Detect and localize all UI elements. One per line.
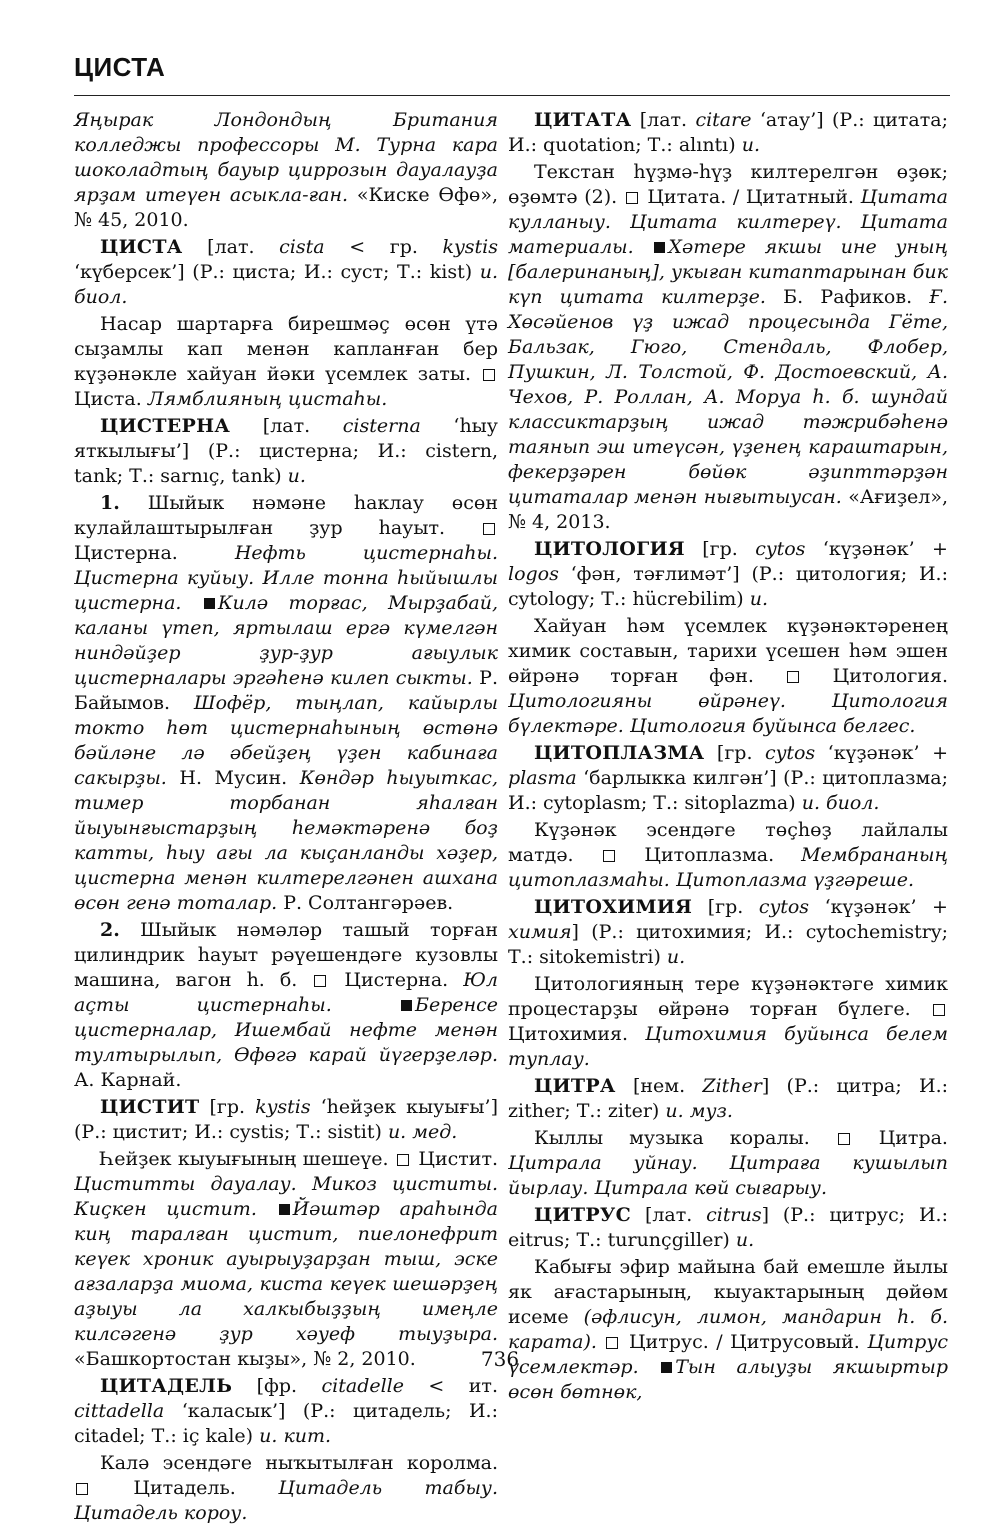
open-square-icon <box>626 192 638 204</box>
entry-cista-definition: Насар шартарға бирешмәç өсөн үтә сыҙамлы кап менән капланған бер күҙәнәкле хайуан йәки үсемлек заты. Циста. Лямблияның цистаһы. <box>74 313 498 410</box>
entry-cista-head: ЦИСТА [лат. cista < гр. kystis ‘күберсек’] (Р.: циста; И.: cyст; Т.: kist) и. биол. <box>74 236 498 308</box>
entry-citologia-definition: Хайуан һәм үсемлек күҙәнәктәренең химик составын, тарихи үсешен һәм эшен өйрәнә торған фән. Цитология. Цитологияны өйрәнеү. Цитология бүлектәре. Цитология буйынса белгес. <box>508 615 948 737</box>
open-square-icon <box>76 1483 88 1495</box>
entry-citohimia-head: ЦИТОХИМИЯ [гр. cytos ‘күҙәнәк’ + химия] (Р.: цитохимия; И.: cytochemistry; Т.: sitokemistri) и. <box>508 896 948 968</box>
open-square-icon <box>603 850 615 862</box>
filled-square-icon <box>204 598 215 609</box>
right-column <box>508 108 948 1407</box>
entry-citata-head: ЦИТАТА [лат. citare ‘атау’] (Р.: цитата; И.: quotation; Т.: alıntı) и. <box>508 109 948 156</box>
entry-cistit-head: ЦИСТИТ [гр. kystis ‘һейҙек кыуығы’] (Р.: цистит; И.: cystis; Т.: sistit) и. мед. <box>74 1096 498 1143</box>
citation-continued: Яңырак Лондондың Британия колледжы профессоры М. Турна кара шоколадтың бауыр циррозын дауалауҙа ярҙам итеүен асыкла-ған. «Киске Өфө», № 45, 2010. <box>74 109 498 231</box>
entry-citrus-definition: Кабығы эфир майына бай емешле йылы як ағастарының, кыуактарының дөйөм исеме (әфлисун, лимон, мандарин һ. б. карата). Цитрус. / Цитрусовый. Цитрус үсемлектәр. Тын алыуҙы якшыртыр өсөн бөтнөк, <box>508 1256 949 1403</box>
open-square-icon <box>933 1004 945 1016</box>
entry-citata-definition: Текстан һүҙмә-һүҙ килтерелгән өҙөк; өҙөмтә (2). Цитата. / Цитатный. Цитата кулланыу. Цитата килтереү. Цитата материалы. Хәтере якшы ине уның [балеринаның], укыған китаптарынан бик күп цитата килтерҙе. Б. Рафиков. Ғ. Хөсәйенов үҙ ижад процесында Гёте, Бальзак, Гюго, Стендаль, Флобер, Пушкин, Л. Толстой, Ф. Достоевский, А. Чехов, Р. Роллан, А. Моруа һ. б. шундай классиктарҙың ижад тәжрибәһенә таянып эш итеүсән, үҙенең караштарын, фекерҙәрен бөйөк әҙипттәрҙән цитаталар менән нығытыусан. «Ағиҙел», № 4, 2013. <box>508 161 949 533</box>
entry-citoplazma-definition: Күҙәнәк эсендәге төçһөҙ лайлалы матдә. Цитоплазма. Мембрананың цитоплазмаһы. Цитоплазма үҙгәреше. <box>508 819 948 891</box>
open-square-icon <box>483 523 495 535</box>
entry-cisterna-sense-2: 2. Шыйык нәмәләр ташый торған цилиндрик һауыт рәүешендәге кузовлы машина, вагон һ. б. Цистерна. Юл аҫты цистернаһы. Беренсе цистерналар, Ишембай нефте менән тултырылып, Өфөгә карай йүгерҙеләр. А. Карнай. <box>74 919 498 1091</box>
page-number: 736 <box>480 1347 520 1371</box>
open-square-icon <box>397 1154 409 1166</box>
filled-square-icon <box>401 1000 412 1011</box>
filled-square-icon <box>279 1204 290 1215</box>
entry-citra-head: ЦИТРА [нем. Zither] (Р.: цитра; И.: zither; Т.: ziter) и. муз. <box>508 1075 949 1122</box>
entry-cisterna-sense-1: 1. Шыйык нәмәне һаклау өсөн кулайлаштырылған ҙур һауыт. Цистерна. Нефть цистернаһы. Цистерна куйыу. Илле тонна һыйышлы цистерна. Килә торғас, Мырҙабай, каланы үтеп, яртылаш ергә күмелгән ниндәйҙер ҙур-ҙур ағыулык цистерналары эргәһенә килеп сыкты. Р. Байымов. Шофёр, тыңлап, кайырлы токто һөт цистернаһының өстөнә бәйләне лә әбейҙең үҙен кабинаға сакырҙы. Н. Мусин. Көндәр һыуыткас, тимер торбанан яһалған йыуынғыстарҙың һемәктәренә боҙ катты, һыу ағы ла кыҫанланды хәҙер, цистерна менән килтерелгәнен ашхана өсөн генә тоталар. Р. Солтангәрәев. <box>74 492 499 914</box>
entry-citrus-head: ЦИТРУС [лат. citrus] (Р.: цитрус; И.: eitrus; Т.: turunçgiller) и. <box>508 1204 948 1251</box>
open-square-icon <box>838 1133 850 1145</box>
entry-citohimia-definition: Цитологияның тере күҙәнәктәге химик процестарҙы өйрәнә торған бүлеге. Цитохимия. Цитохимия буйынса белем туплау. <box>508 973 948 1070</box>
entry-citologia-head: ЦИТОЛОГИЯ [гр. cytos ‘күҙәнәк’ + logos ‘фән, тәғлимәт’] (Р.: цитология; И.: cytology; Т.: hücrebilim) и. <box>508 538 948 610</box>
open-square-icon <box>787 671 799 683</box>
filled-square-icon <box>654 242 665 253</box>
open-square-icon <box>314 975 326 987</box>
running-header: ЦИСТА <box>74 52 166 82</box>
open-square-icon <box>483 369 495 381</box>
entry-citra-definition: Кыллы музыка коралы. Цитра. Цитрала уйнау. Цитраға кушылып йырлау. Цитрала көй сығарыу. <box>508 1127 948 1199</box>
entry-cistit-definition: Һейҙек кыуығының шешеүе. Цистит. Циститты дауалау. Микоз циститы. Киҫкен цистит. Йәштәр араһында киң таралған цистит, пиелонефрит кеүек хроник ауырыуҙарҙан тыш, эске ағзаларҙа миома, киста кеүек шешәрҙең аҙыуы ла халкыбыҙҙың имеңле килсәгенә ҙур хәуеф тыуҙыра. «Башкортостан кыҙы», № 2, 2010. <box>74 1148 499 1370</box>
entry-citoplazma-head: ЦИТОПЛАЗМА [гр. cytos ‘күҙәнәк’ + plasma ‘барлыкка килгән’] (Р.: цитоплазма; И.: cytoplasm; Т.: sitoplazma) и. биол. <box>508 742 948 814</box>
entry-cisterna-head: ЦИСТЕРНА [лат. cisterna ‘һыу яткылығы’] (Р.: цистерна; И.: cistern, tank; Т.: sarnıç, tank) и. <box>74 415 498 487</box>
left-column <box>74 108 498 1528</box>
header-rule <box>74 95 950 96</box>
entry-citadel-head: ЦИТАДЕЛЬ [фр. citadelle < ит. cittadella ‘каласык’] (Р.: цитадель; И.: citadel; Т.: iç kale) и. кит. <box>74 1375 498 1447</box>
entry-citadel-definition: Калә эсендәге ныҡытылған королма. Цитадель. Цитадель табыу. Цитадель короу. <box>74 1452 498 1524</box>
